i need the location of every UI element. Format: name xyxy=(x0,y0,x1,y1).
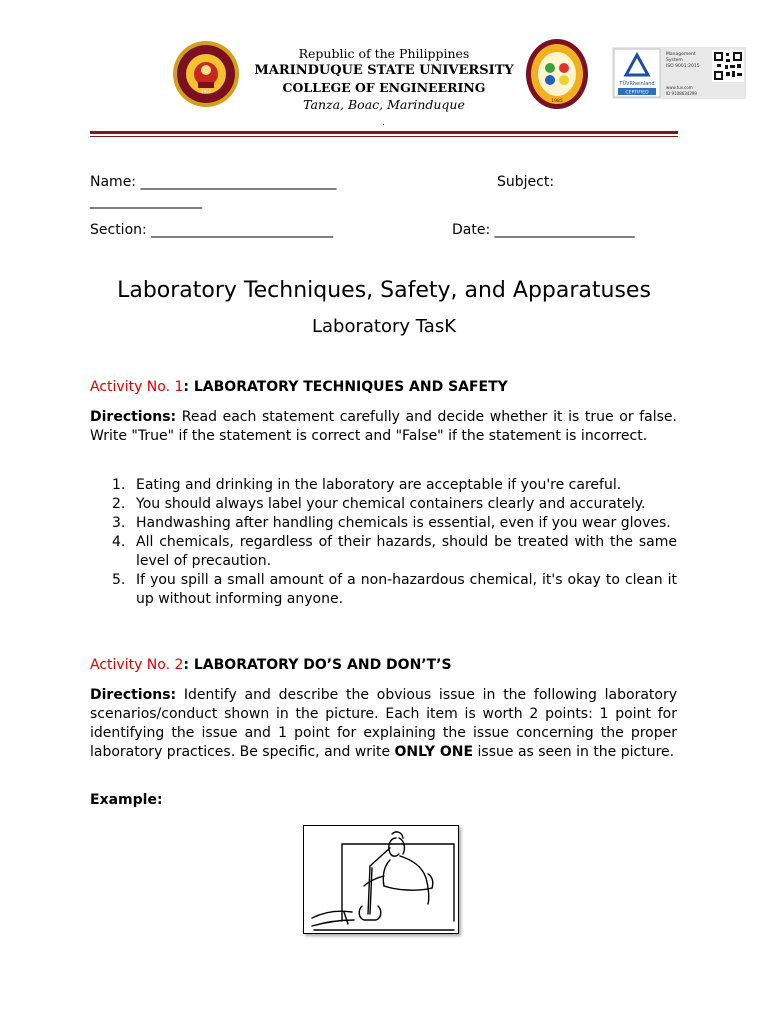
activity-1-directions xyxy=(90,408,677,446)
example-illustration xyxy=(303,825,459,934)
college-name: COLLEGE OF ENGINEERING xyxy=(282,80,486,95)
activity-2-title: : LABORATORY DO’S AND DON’T’S xyxy=(183,657,452,673)
directions-label: Directions: xyxy=(90,687,177,703)
activity-1-heading xyxy=(90,379,508,395)
institute-seal-logo xyxy=(525,38,589,110)
svg-text:www.tuv.com: www.tuv.com xyxy=(666,85,693,90)
subject-field[interactable]: ________________ xyxy=(90,193,202,209)
section-field[interactable]: Section: __________________________ xyxy=(90,222,334,238)
activity-1-label: Activity No. 1 xyxy=(90,379,184,395)
svg-text:ID 9108634299: ID 9108634299 xyxy=(666,91,697,96)
example-label: Example: xyxy=(90,792,163,808)
page-subtitle: Laboratory TasK xyxy=(312,316,456,337)
date-field[interactable]: Date: ____________________ xyxy=(452,222,635,238)
header-rule-thick xyxy=(90,131,678,134)
directions-tail: issue as seen in the picture. xyxy=(473,744,675,760)
university-name: MARINDUQUE STATE UNIVERSITY xyxy=(254,63,514,78)
header-dot: . xyxy=(382,118,385,128)
header-rule-thin xyxy=(90,136,678,137)
svg-text:CERTIFIED: CERTIFIED xyxy=(625,90,649,96)
true-false-list xyxy=(112,476,677,609)
page-title: Laboratory Techniques, Safety, and Apparatuses xyxy=(117,278,651,303)
list-item: 1. Eating and drinking in the laboratory are acceptable if you're careful. xyxy=(112,477,622,493)
svg-text:1985: 1985 xyxy=(551,99,563,104)
list-item: 5. If you spill a small amount of a non-hazardous chemical, it's okay to clean it up without informing anyone. xyxy=(112,572,677,607)
list-item: 4. All chemicals, regardless of their hazards, should be treated with the same level of precaution. xyxy=(112,534,677,569)
svg-text:1952: 1952 xyxy=(200,89,212,94)
address-line: Tanza, Boac, Marinduque xyxy=(303,97,465,112)
activity-2-label: Activity No. 2 xyxy=(90,657,184,673)
qr-code-icon xyxy=(712,50,744,82)
name-field[interactable]: Name: ____________________________ xyxy=(90,174,337,190)
svg-text:ISO 9001:2015: ISO 9001:2015 xyxy=(666,64,700,69)
university-seal-logo xyxy=(172,40,240,108)
list-item: 2. You should always label your chemical containers clearly and accurately. xyxy=(112,496,646,512)
activity-2-heading xyxy=(90,657,452,673)
directions-emphasis: ONLY ONE xyxy=(394,744,474,760)
directions-text: Identify and describe the obvious issue in the following laboratory scenarios/conduct shown in the picture. Each item is worth 2 points: 1 point for identifying the issue and 1 point for explaining the issue concerning the proper laboratory practices. Be specific, and write xyxy=(90,687,677,760)
iso-certification-badge xyxy=(612,47,746,99)
activity-2-directions xyxy=(90,686,677,762)
svg-text:TÜVRheinland: TÜVRheinland xyxy=(619,81,655,87)
country-line: Republic of the Philippines xyxy=(298,46,470,61)
list-item: 3. Handwashing after handling chemicals is essential, even if you wear gloves. xyxy=(112,515,671,531)
directions-label: Directions: xyxy=(90,409,177,425)
activity-1-title: : LABORATORY TECHNIQUES AND SAFETY xyxy=(183,379,508,395)
subject-field-label: Subject: xyxy=(497,174,555,190)
svg-text:System: System xyxy=(666,58,683,63)
letterhead xyxy=(250,45,518,113)
directions-text: Read each statement carefully and decide whether it is true or false. Write "True" if the statement is correct and "False" if the statement is incorrect. xyxy=(90,409,677,444)
svg-text:Management: Management xyxy=(666,52,696,57)
